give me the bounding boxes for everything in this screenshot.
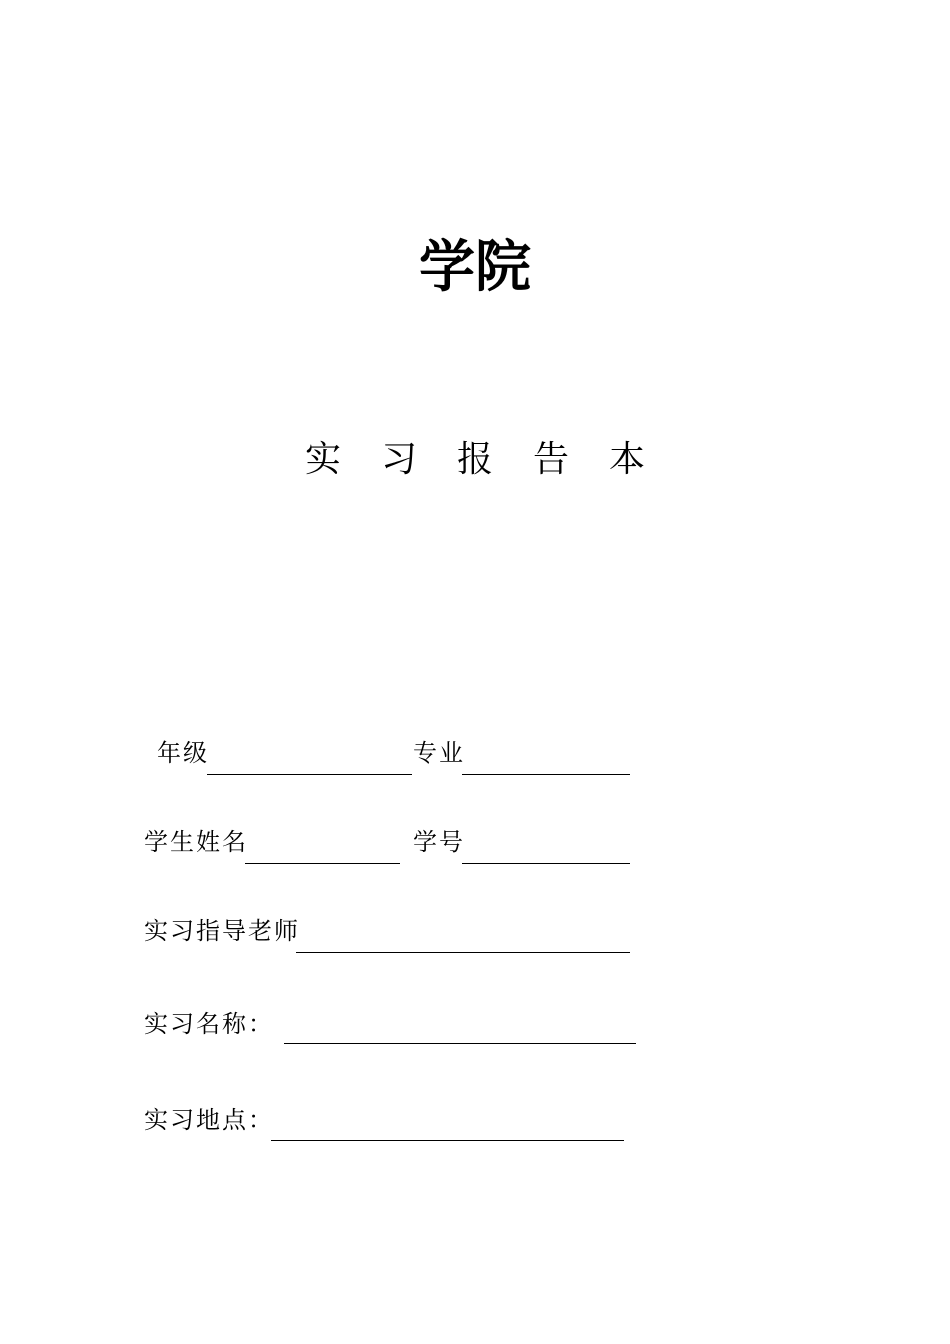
grade-field[interactable] <box>207 774 412 775</box>
internship-location-field[interactable] <box>271 1140 624 1141</box>
student-id-field[interactable] <box>462 863 630 864</box>
supervisor-field[interactable] <box>296 952 630 953</box>
major-label: 专业 <box>413 739 465 767</box>
student-name-label: 学生姓名 <box>144 828 248 856</box>
grade-label: 年级 <box>157 739 209 767</box>
internship-name-label: 实习名称： <box>144 1010 274 1038</box>
student-name-field[interactable] <box>245 863 400 864</box>
report-title: 实习报告本 <box>304 439 685 480</box>
major-field[interactable] <box>462 774 630 775</box>
internship-location-label: 实习地点： <box>144 1106 274 1134</box>
supervisor-label: 实习指导老师 <box>144 917 300 945</box>
college-name: 学院 <box>419 235 531 300</box>
student-id-label: 学号 <box>413 828 465 856</box>
internship-name-field[interactable] <box>284 1043 636 1044</box>
